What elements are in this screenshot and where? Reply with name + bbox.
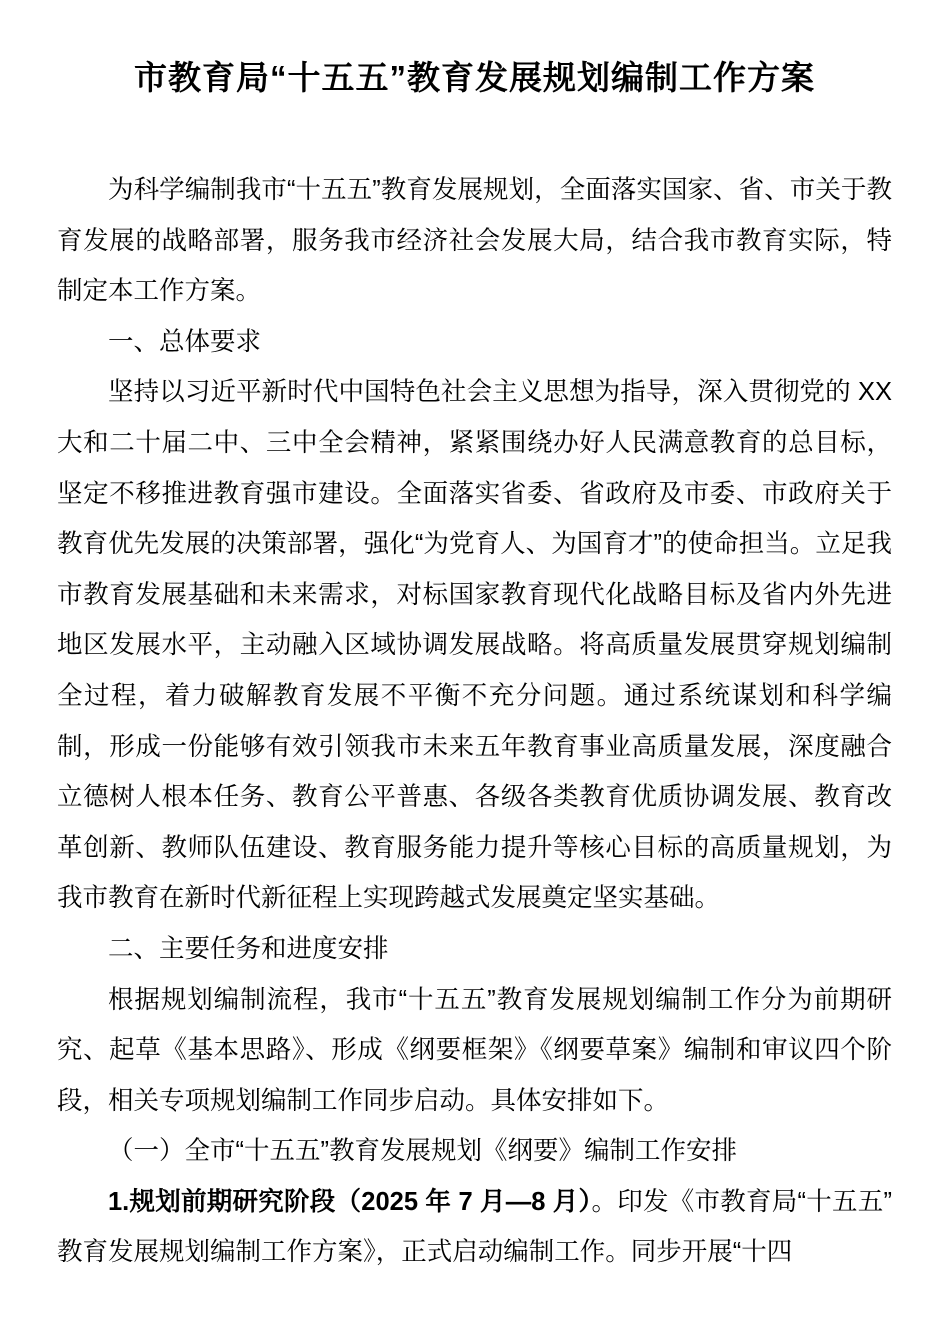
stage-1-body-text: 。印发《市教育局“十五五”教育发展规划编制工作方案》，正式启动编制工作。同步开展“十四	[57, 1187, 893, 1267]
body-paragraph-tasks-overview: 根据规划编制流程，我市“十五五”教育发展规划编制工作分为前期研究、起草《基本思路》、形成《纲要框架》《纲要草案》编制和审议四个阶段，相关专项规划编制工作同步启动。具体安排如下。	[57, 985, 892, 1115]
section-heading-1: 一、总体要求	[108, 327, 262, 356]
stage-1-bold-label: 1.规划前期研究阶段（2025 年 7 月—8 月）	[108, 1187, 592, 1216]
section-heading-2: 二、主要任务和进度安排	[108, 934, 389, 963]
body-paragraph-overall-requirements: 坚持以习近平新时代中国特色社会主义思想为指导，深入贯彻党的 XX 大和二十届二中、三中全会精神，紧紧围绕办好人民满意教育的总目标，坚定不移推进教育强市建设。全面落实省委、省政府及市委、市政府关于教育优先发展的决策部署，强化“为党育人、为国育才”的使命担当。立足我市教育发展基础和未来需求，对标国家教育现代化战略目标及省内外先进地区发展水平，主动融入区域协调发展战略。将高质量发展贯穿规划编制全过程，着力破解教育发展不平衡不充分问题。通过系统谋划和科学编制，形成一份能够有效引领我市未来五年教育事业高质量发展，深度融合立德树人根本任务、教育公平普惠、各级各类教育优质协调发展、教育改革创新、教师队伍建设、教育服务能力提升等核心目标的高质量规划，为我市教育在新时代新征程上实现跨越式发展奠定坚实基础。	[57, 378, 892, 913]
subsection-heading-1: （一）全市“十五五”教育发展规划《纲要》编制工作安排	[108, 1137, 737, 1166]
body-paragraph-stage-1	[57, 1177, 892, 1278]
body-paragraph-intro: 为科学编制我市“十五五”教育发展规划，全面落实国家、省、市关于教育发展的战略部署，服务我市经济社会发展大局，结合我市教育实际，特制定本工作方案。	[57, 176, 892, 306]
document-title: 市教育局“十五五”教育发展规划编制工作方案	[134, 59, 815, 96]
